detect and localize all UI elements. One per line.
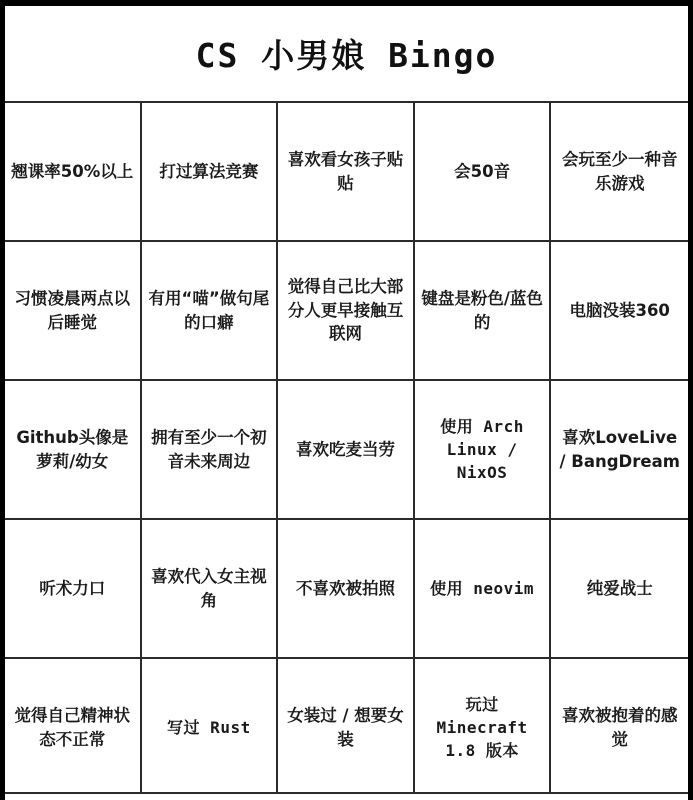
bingo-cell-label: 键盘是粉色/蓝色的 <box>421 288 543 332</box>
bingo-cell[interactable] <box>415 520 552 659</box>
bingo-cell-label: 觉得自己比大部分人更早接触互联网 <box>287 276 404 344</box>
bingo-board <box>5 6 688 798</box>
board-title-row <box>5 6 688 103</box>
bingo-cell-label: 写过 Rust <box>167 717 251 737</box>
bingo-grid <box>5 103 688 798</box>
bingo-cell[interactable] <box>142 381 279 520</box>
bingo-cell-label: 会玩至少一种音乐游戏 <box>561 149 678 193</box>
bingo-cell-label: 喜欢吃麦当劳 <box>295 439 395 459</box>
bingo-cell[interactable] <box>278 103 415 242</box>
bingo-cell-label: Github头像是萝莉/幼女 <box>16 427 129 471</box>
bingo-cell[interactable] <box>415 381 552 520</box>
bingo-cell-label: 听术力口 <box>39 578 106 598</box>
bingo-cell-label: 玩过 Minecraft 1.8 版本 <box>436 694 528 761</box>
bingo-cell-label: 会50音 <box>454 161 511 181</box>
bingo-cell-label: 喜欢看女孩子贴贴 <box>287 149 404 193</box>
bingo-cell-label: 使用 neovim <box>430 578 535 598</box>
bingo-cell[interactable] <box>142 242 279 381</box>
bingo-cell[interactable] <box>278 659 415 798</box>
bingo-cell[interactable] <box>5 520 142 659</box>
bingo-cell[interactable] <box>551 103 688 242</box>
bingo-cell-label: 喜欢代入女主视角 <box>151 566 267 610</box>
bingo-cell[interactable] <box>551 381 688 520</box>
bingo-cell-label: 不喜欢被拍照 <box>295 578 395 598</box>
bingo-cell-label: 习惯凌晨两点以后睡觉 <box>14 288 131 332</box>
bingo-cell-label: 纯爱战士 <box>586 578 653 598</box>
bingo-cell[interactable] <box>415 659 552 798</box>
bingo-cell-label: 电脑没装360 <box>569 300 670 320</box>
bingo-cell-label: 有用“喵”做句尾的口癖 <box>148 288 270 332</box>
page-title: CS 小男娘 Bingo <box>195 36 498 75</box>
bingo-cell[interactable] <box>551 659 688 798</box>
bingo-cell[interactable] <box>5 103 142 242</box>
bingo-cell[interactable] <box>278 520 415 659</box>
bingo-cell[interactable] <box>278 242 415 381</box>
board-bottom-edge <box>5 792 688 800</box>
bingo-cell[interactable] <box>278 381 415 520</box>
bingo-cell[interactable] <box>415 242 552 381</box>
bingo-cell-label: 喜欢被抱着的感觉 <box>561 705 678 749</box>
bingo-cell[interactable] <box>5 381 142 520</box>
bingo-cell[interactable] <box>415 103 552 242</box>
bingo-cell-label: 女装过 / 想要女装 <box>287 705 404 749</box>
bingo-cell[interactable] <box>5 659 142 798</box>
bingo-cell-label: 拥有至少一个初音未来周边 <box>151 427 267 471</box>
bingo-cell[interactable] <box>142 659 279 798</box>
bingo-cell[interactable] <box>551 242 688 381</box>
bingo-cell[interactable] <box>142 520 279 659</box>
bingo-cell[interactable] <box>142 103 279 242</box>
bingo-cell-label: 打过算法竞赛 <box>159 161 259 181</box>
bingo-cell-label: 使用 Arch Linux / NixOS <box>440 416 524 483</box>
bingo-cell-label: 翘课率50%以上 <box>11 161 134 181</box>
bingo-cell[interactable] <box>5 242 142 381</box>
bingo-cell-label: 觉得自己精神状态不正常 <box>14 705 131 749</box>
bingo-cell-label: 喜欢LoveLive / BangDream <box>559 427 680 471</box>
bingo-cell[interactable] <box>551 520 688 659</box>
